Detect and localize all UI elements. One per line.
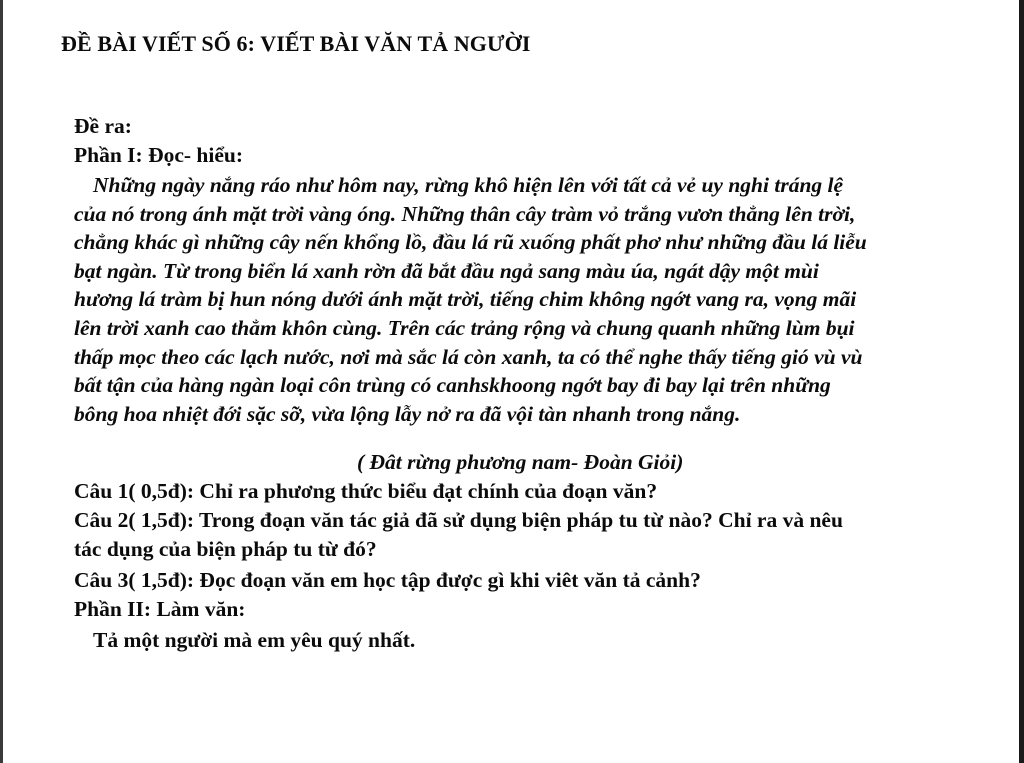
passage-source: ( Đât rừng phương nam- Đoàn Giỏi) bbox=[357, 450, 684, 474]
page-left-edge bbox=[0, 0, 3, 763]
passage-line: chẳng khác gì những cây nến khổng lồ, đầu lá rũ xuống phất phơ như những đầu lá liễu bbox=[74, 230, 867, 255]
question-2-line-1: Câu 2( 1,5đ): Trong đoạn văn tác giả đã sử dụng biện pháp tu từ nào? Chỉ ra và nêu bbox=[74, 508, 843, 532]
passage-line: Những ngày nắng ráo như hôm nay, rừng khô hiện lên với tất cả vẻ uy nghi tráng lệ bbox=[93, 173, 844, 197]
question-3: Câu 3( 1,5đ): Đọc đoạn văn em học tập được gì khi viêt văn tả cảnh? bbox=[74, 568, 701, 592]
passage-line: lên trời xanh cao thẳm khôn cùng. Trên các trảng rộng và chung quanh những lùm bụi bbox=[74, 315, 855, 340]
document-title: ĐỀ BÀI VIẾT SỐ 6: VIẾT BÀI VĂN TẢ NGƯỜI bbox=[61, 31, 531, 56]
passage-line: của nó trong ánh mặt trời vàng óng. Những thân cây tràm vỏ trắng vươn thẳng lên trời, bbox=[74, 201, 856, 226]
passage-line: bất tận của hàng ngàn loại côn trùng có canhskhoong ngớt bay đi bay lại trên những bbox=[74, 373, 831, 398]
reading-passage bbox=[74, 171, 1024, 428]
passage-line: bông hoa nhiệt đới sặc sỡ, vừa lộng lẫy nở ra đã vội tàn nhanh trong nắng. bbox=[74, 401, 741, 426]
question-2-line-2: tác dụng của biện pháp tu từ đó? bbox=[74, 537, 377, 561]
passage-line: thấp mọc theo các lạch nước, nơi mà sắc lá còn xanh, ta có thể nghe thấy tiếng gió vù vù bbox=[74, 344, 863, 369]
question-1: Câu 1( 0,5đ): Chỉ ra phương thức biểu đạt chính của đoạn văn? bbox=[74, 479, 658, 503]
passage-line: hương lá tràm bị hun nóng dưới ánh mặt trời, tiếng chim không ngớt vang ra, vọng mãi bbox=[74, 287, 857, 312]
writing-task: Tả một người mà em yêu quý nhất. bbox=[93, 628, 416, 652]
prompt-label: Đề ra: bbox=[74, 114, 132, 138]
part1-heading: Phần I: Đọc- hiểu: bbox=[74, 143, 244, 167]
passage-line: bạt ngàn. Từ trong biển lá xanh rờn đã bắt đầu ngả sang màu úa, ngát dậy một mùi bbox=[74, 258, 819, 283]
part2-heading: Phần II: Làm văn: bbox=[74, 597, 246, 621]
